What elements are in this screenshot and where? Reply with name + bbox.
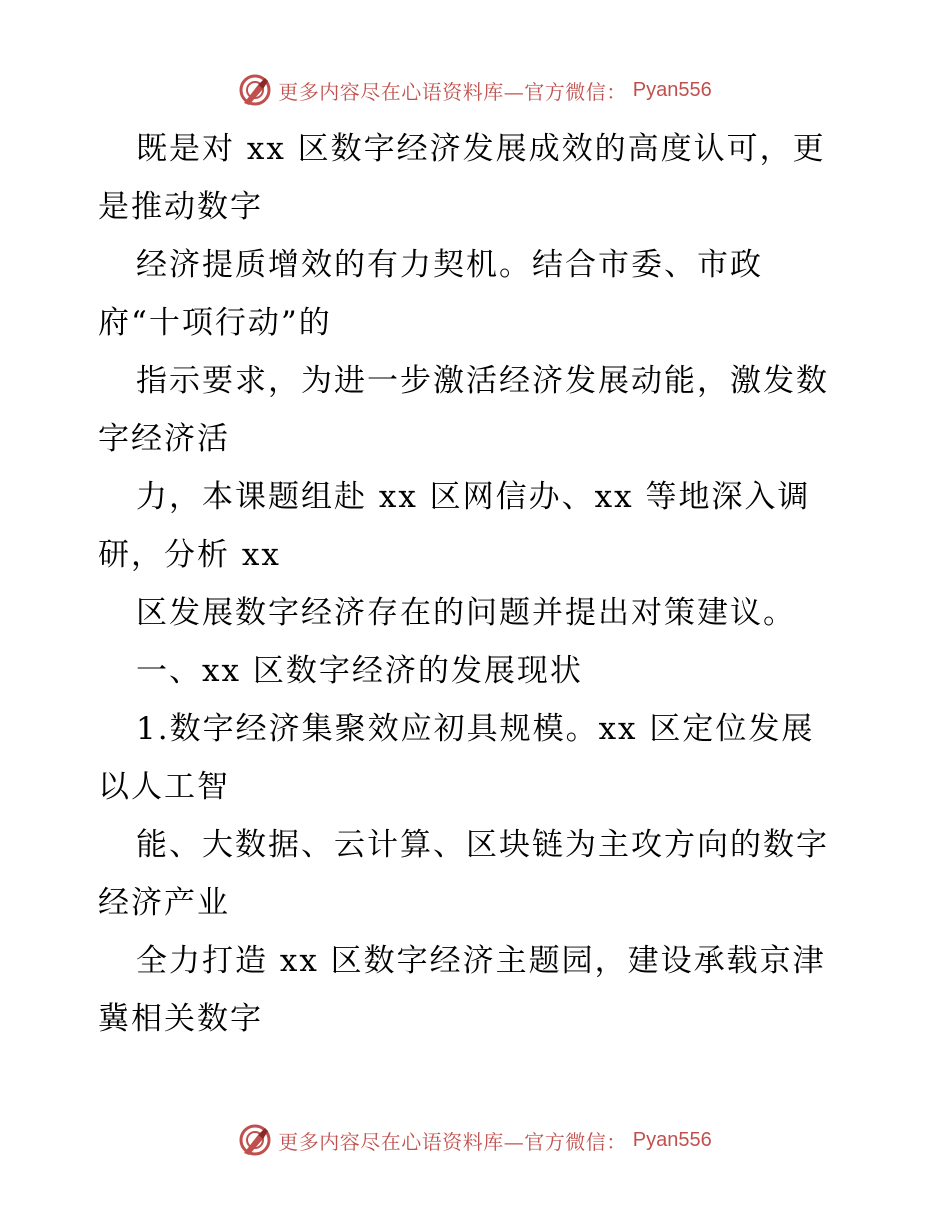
- body-line: 研，分析 xx: [98, 537, 281, 573]
- pen-logo-icon: [238, 73, 272, 107]
- header-banner-contact: Pyan556: [632, 78, 712, 101]
- header-banner: [0, 70, 950, 110]
- footer-banner-contact: Pyan556: [632, 1128, 712, 1151]
- body-line: 是推动数字: [98, 189, 263, 225]
- document-body: [98, 120, 858, 1048]
- pen-logo-icon: [238, 1123, 272, 1157]
- body-line: 既是对 xx 区数字经济发展成效的高度认可，更: [136, 131, 826, 167]
- body-line: 能、大数据、云计算、区块链为主攻方向的数字: [136, 827, 829, 863]
- body-line: 冀相关数字: [98, 1001, 263, 1037]
- section-heading: 一、xx 区数字经济的发展现状: [136, 653, 583, 689]
- body-line: 经济提质增效的有力契机。结合市委、市政: [136, 247, 763, 283]
- body-line: 1.数字经济集聚效应初具规模。xx 区定位发展: [136, 711, 815, 747]
- header-banner-text: 更多内容尽在心语资料库—官方微信：: [278, 79, 627, 104]
- body-line: 力，本课题组赴 xx 区网信办、xx 等地深入调: [136, 479, 811, 515]
- body-line: 全力打造 xx 区数字经济主题园，建设承载京津: [136, 943, 826, 979]
- body-line: 府“十项行动”的: [98, 305, 332, 341]
- body-line: 以人工智: [98, 769, 230, 805]
- footer-banner-text: 更多内容尽在心语资料库—官方微信：: [278, 1129, 627, 1154]
- body-line: 字经济活: [98, 421, 230, 457]
- body-line: 区发展数字经济存在的问题并提出对策建议。: [136, 595, 796, 631]
- footer-banner: [0, 1120, 950, 1160]
- body-line: 指示要求，为进一步激活经济发展动能，激发数: [136, 363, 829, 399]
- body-line: 经济产业: [98, 885, 230, 921]
